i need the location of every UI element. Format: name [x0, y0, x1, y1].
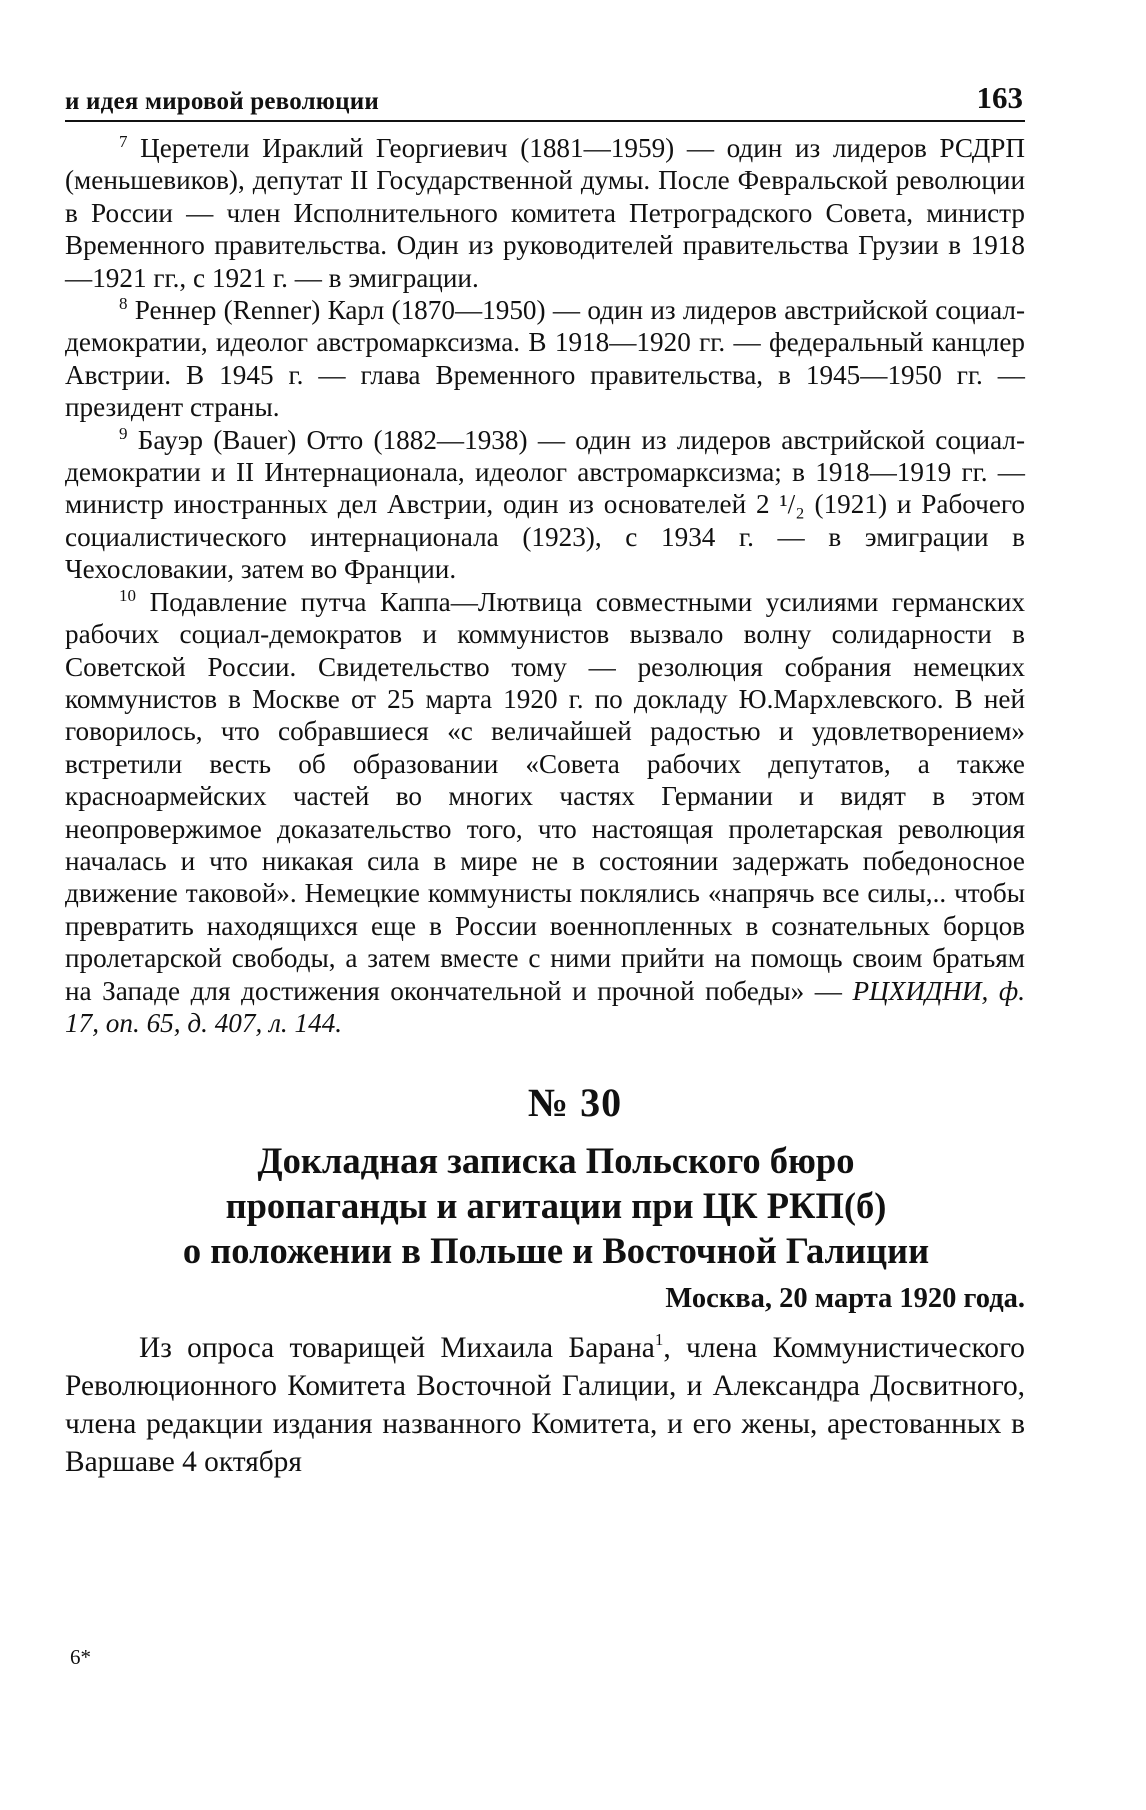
document-body: [65, 1329, 1025, 1481]
endnote-9: [65, 424, 1025, 586]
endnote-number: 7: [119, 132, 128, 151]
page-number: 163: [976, 80, 1023, 115]
document-place-date: Москва, 20 марта 1920 года.: [665, 1283, 1025, 1315]
signature-mark: 6*: [70, 1645, 91, 1669]
endnote-text: Бауэр (Bauer) Отто (1882—1938) — один из лидеров австрийской социал-демократии и II Интернационала, идеолог австромарксизма; в 1918—1919 гг. — министр иностранных дел Австрии, один из основателей 2: [65, 424, 1025, 520]
endnote-number: 8: [119, 294, 128, 314]
document-number: № 30: [527, 1080, 623, 1126]
endnote-number: 9: [119, 423, 128, 443]
archive-reference: РЦХИДНИ, ф. 17, оп. 65, д. 407, л. 144.: [65, 975, 1025, 1038]
page: [65, 72, 1025, 1481]
body-text: Из опроса товарищей Михаила Барана: [139, 1332, 655, 1365]
endnote-number: 10: [119, 585, 136, 605]
endnote-text: Подавление путча Каппа—Лютвица совместными усилиями германских рабочих социал-демократов и коммунистов вызвало волну солидарности в Советской России. Свидетельство тому — резолюция собрания немецких коммунистов в Москве от 25 марта 1920 г. по докладу Ю.Мархлевского. В ней говорилось, что собравшиеся «с величайшей радостью и удовлетворением» встретили весть об образовании «Совета рабочих депутатов, а также красноармейских частей во многих частях Германии и видят в этом неопровержимое доказательство того, что настоящая пролетарская революция началась и что никакая сила в мире не в состоянии задержать победоносное движение таковой». Немецкие коммунисты поклялись «напрячь все силы,.. чтобы превратить находящихся еще в России военнопленных в сознательных борцов пролетарской свободы, а затем вместе с ними прийти на помощь своим братьям на Западе для достижения окончательной и прочной победы» —: [65, 586, 1026, 1006]
endnote-10: [65, 586, 1025, 1040]
endnotes: [65, 132, 1025, 1039]
running-header: [65, 72, 1025, 122]
footnote-ref: 1: [654, 1330, 664, 1350]
endnote-fraction: ¹/₂: [779, 489, 805, 520]
running-title: и идея мировой революции: [65, 88, 379, 115]
document-title-line: пропаганды и агитации при ЦК РКП(б): [225, 1185, 887, 1227]
endnote-7: [65, 132, 1025, 294]
endnote-text: Реннер (Renner) Карл (1870—1950) — один из лидеров австрийской социал-демократии, идеолог австромарксизма. В 1918—1920 гг. — федеральный канцлер Австрии. В 1945 г. — глава Временного правительства, в 1945—1950 гг. — президент страны.: [65, 295, 1025, 423]
document-title-line: Докладная записка Польского бюро: [257, 1140, 855, 1182]
endnote-text: Церетели Ираклий Георгиевич (1881—1959) — один из лидеров РСДРП (меньшевиков), депутат II Государственной думы. После Февральской революции в России — член Исполнительного комитета Петроградского Совета, министр Временного правительства. Один из руководителей правительства Грузии в 1918—1921 гг., с 1921 г. — в эмиграции.: [65, 133, 1025, 293]
body-text: , члена Коммунистического Революционного Комитета Восточной Галиции, и Александра Досвитного, члена редакции издания названного Комитета, и его жены, арестованных в Варшаве 4 октября: [65, 1332, 1026, 1479]
endnote-text: (1921) и Рабочего социалистического интернационала (1923), с 1934 г. — в эмиграции в Чехословакии, затем во Франции.: [65, 489, 1025, 585]
endnote-8: [65, 294, 1025, 424]
document-title: [87, 1138, 1025, 1273]
document-title-line: о положении в Польше и Восточной Галиции: [182, 1230, 930, 1272]
